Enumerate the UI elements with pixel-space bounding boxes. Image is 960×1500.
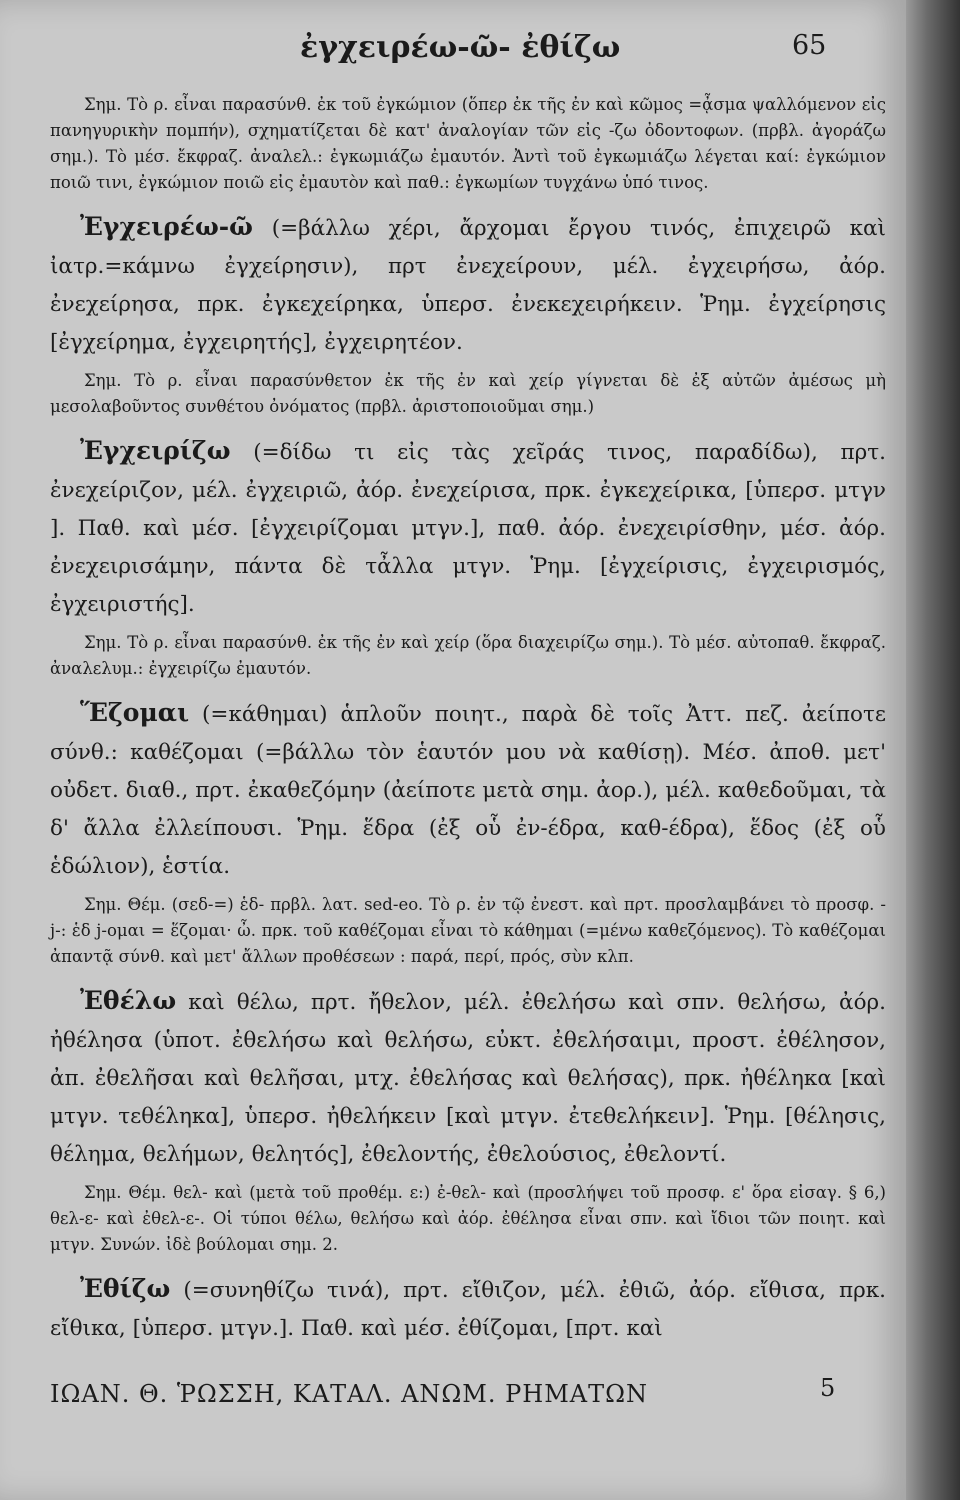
note-text: Θέμ. (σεδ-=) ἑδ- πρβλ. λατ. sed-eo. Τὸ ρ. ἐν τῷ ἐνεστ. καὶ πρτ. προσλαμβάνει τὸ προσφ. -j-: ἑδ j-ομαι = ἕζομαι· ὦ. πρκ. τοῦ καθέζομαι εἶναι τὸ κάθημαι (=μένω καθεζόμενος). Τὸ καθέζομαι ἀπαντᾷ σύνθ. καὶ μετ' ἄλλων προθέσεων : παρά, περί, πρός, σὺν κλπ. — [50, 895, 886, 966]
note-paragraph — [50, 892, 886, 970]
entry-headword: Ἐθίζω — [80, 1274, 171, 1303]
page-footer — [50, 1374, 886, 1420]
note-paragraph — [50, 630, 886, 682]
note-label: Σημ. — [84, 371, 122, 390]
entry-text: (=δίδω τι εἰς τὰς χεῖράς τινος, παραδίδω), πρτ. ἐνεχείριζον, μέλ. ἐγχειριῶ, ἀόρ. ἐνεχείρισα, πρκ. ἐγκεχείρικα, [ὑπερσ. μτγν ]. Παθ. καὶ μέσ. [ἐγχειρίζομαι μτγν.], παθ. ἀόρ. ἐνεχειρίσθην, μέσ. ἀόρ. ἐνεχειρισάμην, πάντα δὲ τἆλλα μτγν. Ῥημ. [ἐγχείρισις, ἐγχειρισμός, ἐγχειριστής]. — [50, 440, 886, 617]
entry-text: (=βάλλω χέρι, ἄρχομαι ἔργου τινός, ἐπιχειρῶ καὶ ἰατρ.=κάμνω ἐγχείρησιν), πρτ ἐνεχείρουν, μέλ. ἐγχειρήσω, ἀόρ. ἐνεχείρησα, πρκ. ἐγκεχείρηκα, ὑπερσ. ἐνεκεχειρήκειν. Ῥημ. ἐγχείρησις [ἐγχείρημα, ἐγχειρητής], ἐγχειρητέον. — [50, 216, 886, 355]
dictionary-entry — [50, 1270, 886, 1348]
footer-signature: ΙΩΑΝ. Θ. ῬΩΣΣΗ, ΚΑΤΑΛ. ΑΝΩΜ. ΡΗΜΑΤΩΝ — [50, 1380, 649, 1408]
entry-text: καὶ θέλω, πρτ. ἤθελον, μέλ. ἐθελήσω καὶ σπν. θελήσω, ἀόρ. ἠθέλησα (ὑποτ. ἐθελήσω καὶ θελήσω, εὐκτ. ἐθελήσαιμι, προστ. ἐθέλησον, ἀπ. ἐθελῆσαι καὶ θελῆσαι, μτχ. ἐθελήσας καὶ θελήσας), πρκ. ἠθέληκα [καὶ μτγν. τεθέληκα], ὑπερσ. ἠθελήκειν [καὶ μτγν. ἐτεθελήκειν]. Ῥημ. [θέλησις, θέλημα, θελήμων, θελητός], ἐθελοντής, ἐθελούσιος, ἐθελοντί. — [50, 990, 886, 1167]
running-header — [0, 30, 906, 66]
dictionary-entry — [50, 694, 886, 886]
note-label: Σημ. — [84, 633, 122, 652]
dictionary-entry — [50, 208, 886, 362]
scan-edge-shadow — [906, 0, 960, 1500]
entry-headword: Ἐθέλω — [80, 986, 177, 1015]
entry-headword: Ἐγχειρίζω — [80, 436, 231, 465]
note-text: Τὸ ρ. εἶναι παρασύνθ. ἐκ τοῦ ἐγκώμιον (ὅπερ ἐκ τῆς ἐν καὶ κῶμος =ᾆσμα ψαλλόμενον εἰς πανηγυρικὴν πομπήν), σχηματίζεται δὲ κατ' ἀναλογίαν τῶν εἰς -ζω ὀδοντοφων. (πρβλ. ἀγοράζω σημ.). Τὸ μέσ. ἔκφραζ. ἀναλελ.: ἐγκωμιάζω ἐμαυτόν. Ἀντὶ τοῦ ἐγκωμιάζω λέγεται καί: ἐγκώμιον ποιῶ τινι, ἐγκώμιον ποιῶ εἰς ἐμαυτὸν καὶ παθ.: ἐγκωμίων τυγχάνω ὑπό τινος. — [50, 95, 887, 192]
note-paragraph — [50, 92, 886, 196]
note-label: Σημ. — [84, 95, 122, 114]
note-label: Σημ. — [84, 1183, 122, 1202]
note-paragraph — [50, 368, 886, 420]
dictionary-body — [50, 92, 886, 1354]
entry-headword: Ἐγχειρέω-ῶ — [80, 212, 253, 241]
running-title: ἐγχειρέω-ῶ- ἐθίζω — [300, 30, 621, 65]
note-text: Θέμ. θελ- καὶ (μετὰ τοῦ προθέμ. ε:) ἐ-θελ- καὶ (προσλήψει τοῦ προσφ. ε' ὅρα εἰσαγ. § 6,) θελ-ε- καὶ ἐθελ-ε-. Οἱ τύποι θέλω, θελήσω καὶ ἀόρ. ἐθέλησα εἶναι σπν. καὶ ἴδιοι τῶν ποιητ. καὶ μτγν. Συνών. ἰδὲ βούλομαι σημ. 2. — [50, 1183, 886, 1254]
note-text: Τὸ ρ. εἶναι παρασύνθετον ἐκ τῆς ἐν καὶ χείρ γίγνεται δὲ ἐξ αὐτῶν ἀμέσως μὴ μεσολαβοῦντος συνθέτου ὀνόματος (πρβλ. ἀριστοποιοῦμαι σημ.) — [50, 371, 887, 416]
entry-headword: Ἕζομαι — [80, 698, 190, 727]
entry-text: (=συνηθίζω τινά), πρτ. εἴθιζον, μέλ. ἐθιῶ, ἀόρ. εἴθισα, πρκ. εἴθικα, [ὑπερσ. μτγν.]. Παθ. καὶ μέσ. ἐθίζομαι, [πρτ. καὶ — [50, 1278, 886, 1341]
note-text: Τὸ ρ. εἶναι παρασύνθ. ἐκ τῆς ἐν καὶ χείρ (ὅρα διαχειρίζω σημ.). Τὸ μέσ. αὐτοπαθ. ἔκφραζ. ἀναλελυμ.: ἐγχειρίζω ἐμαυτόν. — [50, 633, 886, 678]
note-paragraph — [50, 1180, 886, 1258]
dictionary-entry — [50, 982, 886, 1174]
page-number: 65 — [792, 30, 827, 61]
entry-text: (=κάθημαι) ἁπλοῦν ποιητ., παρὰ δὲ τοῖς Ἀττ. πεζ. ἀείποτε σύνθ.: καθέζομαι (=βάλλω τὸν ἑαυτόν μου νὰ καθίσῃ). Μέσ. ἀποθ. μετ' οὐδετ. διαθ., πρτ. ἐκαθεζόμην (ἀείποτε μετὰ σημ. ἀορ.), μέλ. καθεδοῦμαι, τὰ δ' ἄλλα ἐλλείπουσι. Ῥημ. ἕδρα (ἐξ οὗ ἐν-έδρα, καθ-έδρα), ἕδος (ἐξ οὗ ἑδώλιον), ἑστία. — [50, 702, 886, 879]
signature-mark: 5 — [820, 1374, 836, 1402]
dictionary-entry — [50, 432, 886, 624]
note-label: Σημ. — [84, 895, 122, 914]
